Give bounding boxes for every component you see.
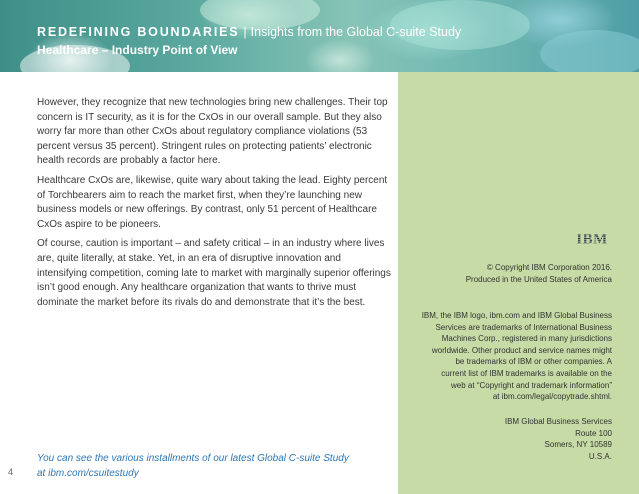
trademark-line: IBM, the IBM logo, ibm.com and IBM Global Business [421,311,612,320]
trademark-line: Machines Corp., registered in many jurisdictions [441,334,612,344]
series-subtitle: Insights from the Global C-suite Study [250,25,462,39]
body-paragraph: However, they recognize that new technologies bring new challenges. Their top concern is IT security, as it is for the CxOs in our overall sample. But they also worry far more than other CxOs about regulatory compliance violations (53 percent versus 35 percent). Stringent rules on protecting patients’ electronic health records are probably a factor here. [37,97,388,167]
study-link-note [37,452,397,481]
series-title [37,25,461,39]
address-line: IBM Global Business Services [504,417,612,426]
address-line: Route 100 [575,428,612,438]
page-number: 4 [8,467,14,477]
trademark-line: be trademarks of IBM or other companies. A [455,357,612,367]
copyright-line: Produced in the United States of America [465,274,612,284]
title-separator: | [243,25,247,39]
copyright-notice [402,262,612,285]
trademark-line: web at “Copyright and trademark information” [451,380,612,390]
industry-heading [37,43,238,57]
ibm-logo [569,231,615,245]
trademark-notice [402,310,612,403]
study-link[interactable]: at ibm.com/csuitestudy [37,467,139,479]
trademark-line: current list of IBM trademarks is available on the [441,368,612,378]
study-note-text: You can see the various installments of our latest Global C-suite Study [37,453,349,464]
trademark-line: Services are trademarks of International Business [435,322,612,332]
company-address [402,416,612,462]
ibm-logo-wordmark: IBM [576,231,608,245]
copyright-line: © Copyright IBM Corporation 2016. [486,263,612,272]
address-line: U.S.A. [588,451,612,461]
address-line: Somers, NY 10589 [544,440,612,450]
series-title-main: REDEFINING BOUNDARIES [37,25,240,39]
header-banner [0,0,639,72]
industry-name: Healthcare [37,43,99,57]
body-paragraph: Of course, caution is important – and safety critical – in an industry where lives are, quite literally, at stake. Yet, in an era of disruptive innovation and intensifying competition, coming late to market with marginally superior offerings isn’t good enough. Any healthcare organization that wants to thrive must dominate the market before its rivals do and demonstrate that it’s the best. [37,238,391,308]
industry-suffix: – Industry Point of View [101,43,238,57]
pill-image [540,30,639,72]
body-paragraph: Healthcare CxOs are, likewise, quite wary about taking the lead. Eighty percent of Torchbearers aim to reach the market first, when they’re launching new business models or new offerings. By contrast, only 51 percent of Healthcare CxOs aspire to be pioneers. [37,174,388,230]
body-text [37,96,392,315]
trademark-line: worldwide. Other product and service names might [431,345,612,355]
trademark-line: at ibm.com/legal/copytrade.shtml. [492,392,612,402]
